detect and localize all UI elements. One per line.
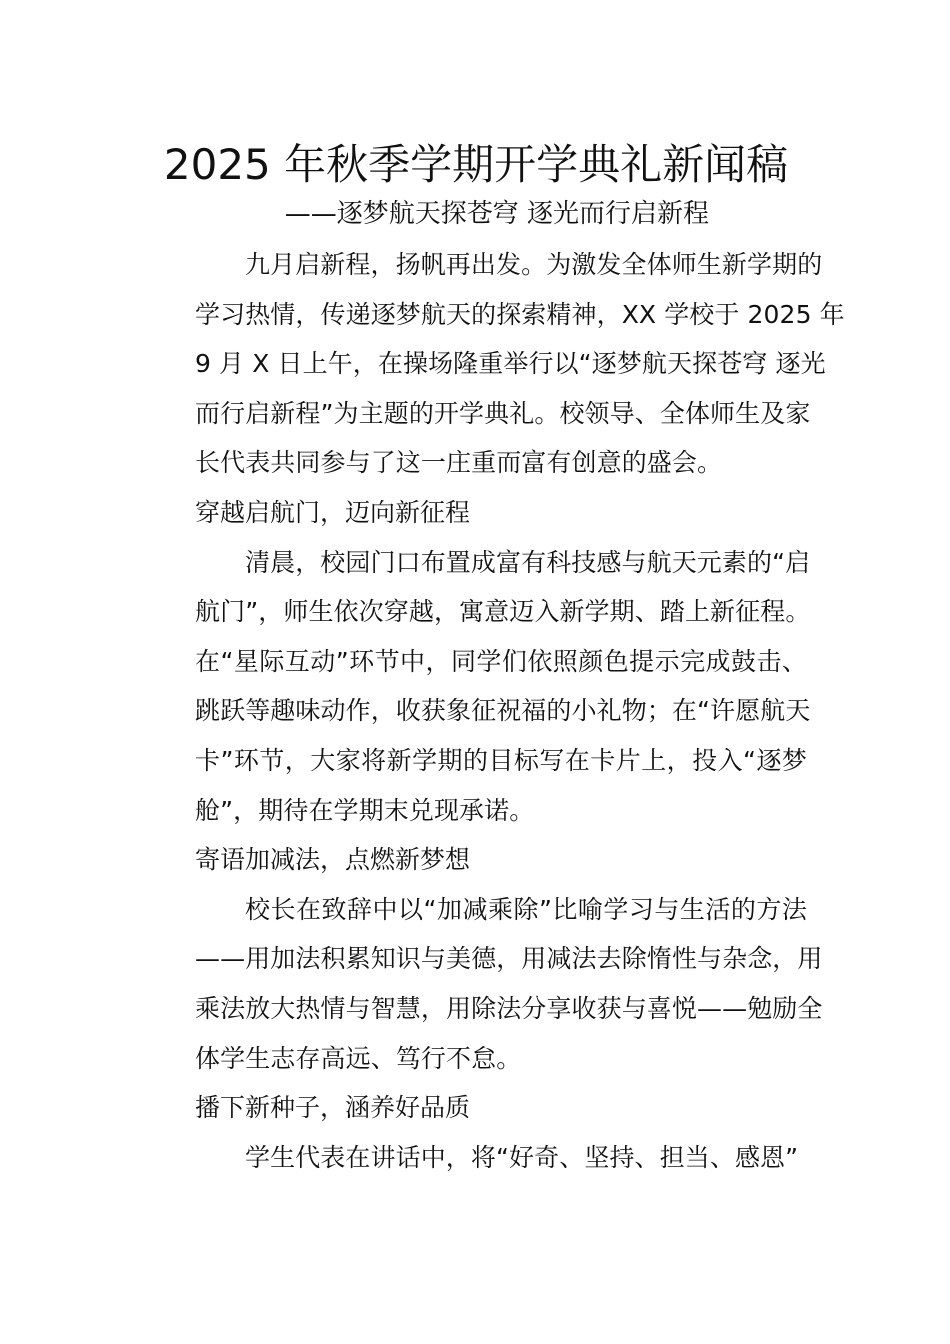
- section-heading-seeds: 播下新种子，涵养好品质: [195, 1093, 471, 1123]
- text-line: 舱”，期待在学期末兑现承诺。: [195, 795, 535, 825]
- text-line: 而行启新程”为主题的开学典礼。校领导、全体师生及家: [195, 398, 811, 428]
- text-line: 九月启新程，扬帆再出发。为激发全体师生新学期的: [245, 250, 823, 279]
- document-subtitle: ——逐梦航天探苍穹 逐光而行启新程: [284, 199, 709, 229]
- paragraph-speech: [145, 885, 823, 1083]
- text-line: 卡”环节，大家将新学期的目标写在卡片上，投入“逐梦: [195, 745, 807, 775]
- text-line: 长代表共同参与了这一庄重而富有创意的盛会。: [195, 448, 723, 478]
- text-line: 在“星际互动”环节中，同学们依照颜色提示完成鼓击、: [195, 646, 807, 676]
- text-line: 体学生志存高远、笃行不怠。: [195, 1043, 522, 1073]
- section-heading-gate: 穿越启航门，迈向新征程: [195, 497, 471, 527]
- text-line: 学生代表在讲话中，将“好奇、坚持、担当、感恩”: [245, 1142, 799, 1172]
- text-line: 乘法放大热情与智慧，用除法分享收获与喜悦——勉励全: [195, 993, 823, 1023]
- section-heading-speech: 寄语加减法，点燃新梦想: [195, 845, 471, 875]
- text-line: 清晨，校园门口布置成富有科技感与航天元素的“启: [245, 547, 811, 577]
- text-line: ——用加法积累知识与美德，用减法去除惰性与杂念，用: [195, 944, 823, 974]
- text-line: 校长在致辞中以“加减乘除”比喻学习与生活的方法: [245, 894, 807, 924]
- paragraph-student: [145, 1133, 807, 1183]
- text-line: 航门”，师生依次穿越，寓意迈入新学期、踏上新征程。: [195, 597, 811, 627]
- document-body: [145, 240, 845, 1182]
- paragraph-gate: [145, 538, 811, 836]
- paragraph-intro: [145, 240, 845, 488]
- text-line: 跳跃等趣味动作，收获象征祝福的小礼物；在“许愿航天: [195, 696, 811, 726]
- text-line: 9 月 X 日上午，在操场隆重举行以“逐梦航天探苍穹 逐光: [195, 349, 826, 379]
- text-line: 学习热情，传递逐梦航天的探索精神，XX 学校于 2025 年: [195, 299, 845, 329]
- document-title: 2025 年秋季学期开学典礼新闻稿: [163, 140, 789, 189]
- document-page: [145, 138, 845, 1182]
